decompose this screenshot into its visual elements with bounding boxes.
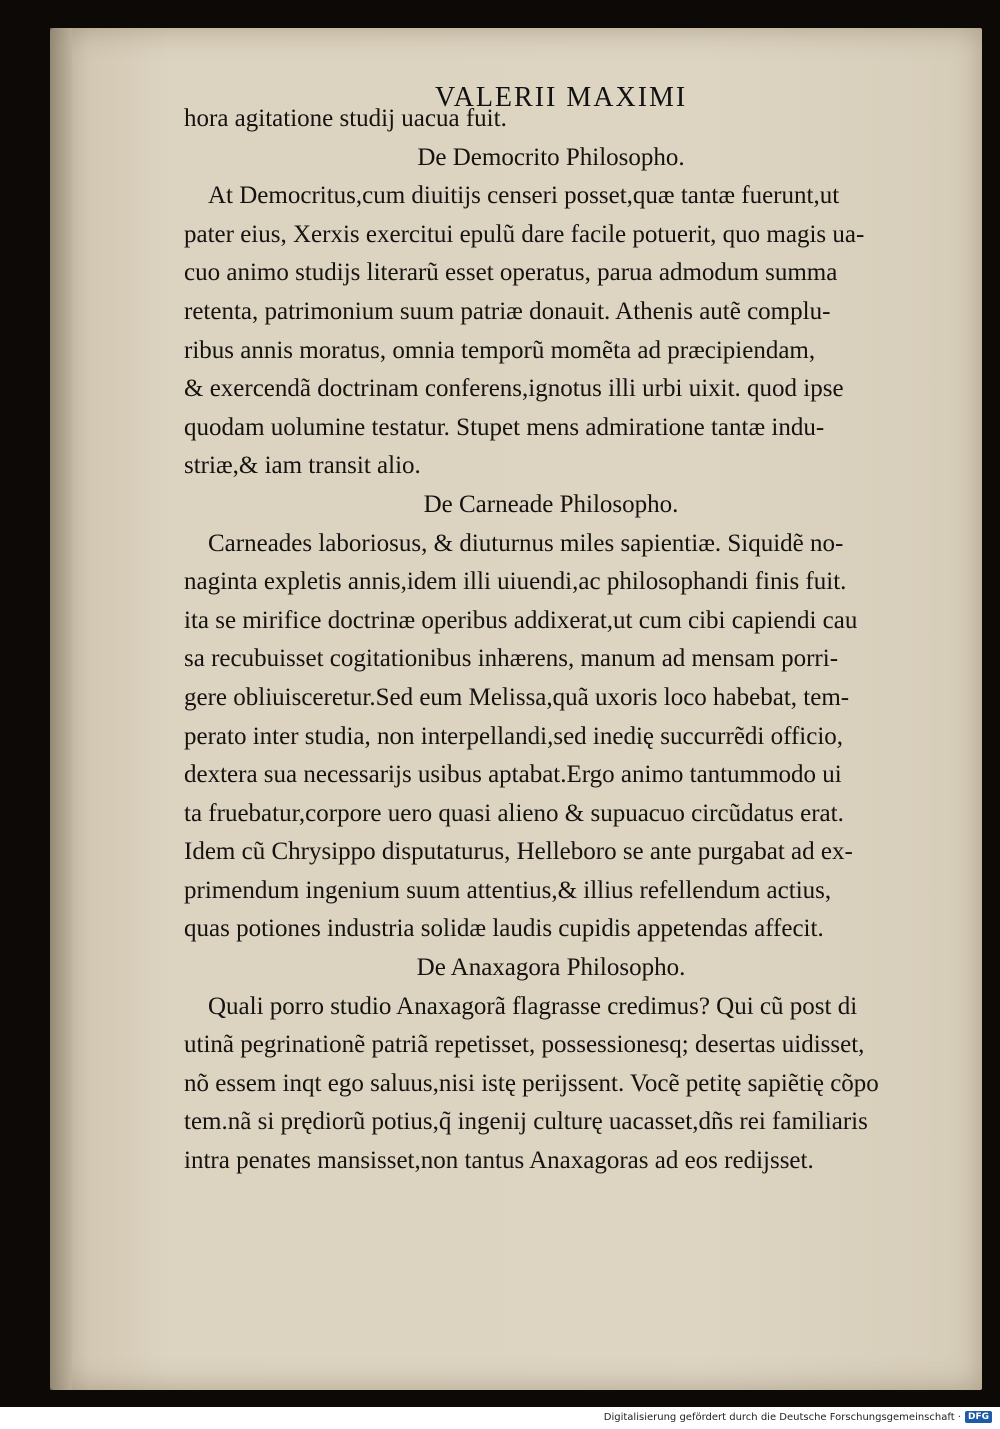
running-header: VALERII MAXIMI xyxy=(435,82,688,113)
text-line: nõ essem inqt ego saluus,nisi istę perijssent. Vocẽ petitę sapiẽtię cõpo xyxy=(184,1069,879,1097)
text-line: utinã pegrinationẽ patriã repetisset, possessionesq; desertas uidisset, xyxy=(184,1031,865,1059)
text-line: cuo animo studijs literarũ esset operatus, parua admodum summa xyxy=(184,259,838,287)
text-line: Quali porro studio Anaxagorã flagrasse credimus? Qui cũ post di xyxy=(208,992,858,1020)
text-line: retenta, patrimonium suum patriæ donauit. Athenis autẽ complu- xyxy=(184,297,831,325)
text-line: intra penates mansisset,non tantus Anaxagoras ad eos redijsset. xyxy=(184,1147,814,1175)
text-line: quas potiones industria solidæ laudis cupidis appetendas affecit. xyxy=(184,915,824,943)
text-line: tem.nã si prędiorũ potius,q̃ ingenij culturę uacasset,dñs rei familiaris xyxy=(184,1108,868,1136)
body-text xyxy=(184,100,898,1181)
text-line: quodam uolumine testatur. Stupet mens admiratione tantæ indu- xyxy=(184,413,825,441)
text-line: perato inter studia, non interpellandi,sed inedię succurrẽdi officio, xyxy=(184,722,844,750)
text-line: ta fruebatur,corpore uero quasi alieno & supuacuo circũdatus erat. xyxy=(184,799,844,827)
section-heading: De Anaxagora Philosopho. xyxy=(416,954,686,982)
text-line: dextera sua necessarijs usibus aptabat.Ergo animo tantummodo ui xyxy=(184,761,842,789)
text-line: ita se mirifice doctrinæ operibus addixerat,ut cum cibi capiendi cau xyxy=(184,606,858,634)
section-heading: De Carneade Philosopho. xyxy=(423,490,679,518)
text-line: primendum ingenium suum attentius,& illius refellendum actius, xyxy=(184,876,832,904)
text-line: gere obliuisceretur.Sed eum Melissa,quã uxoris loco habebat, tem- xyxy=(184,683,850,711)
text-line: naginta expletis annis,idem illi uiuendi,ac philosophandi finis fuit. xyxy=(184,568,847,596)
section-heading: De Democrito Philosopho. xyxy=(417,143,685,171)
text-line: ribus annis moratus, omnia temporũ momẽta ad præcipiendam, xyxy=(184,336,816,364)
text-line: At Democritus,cum diuitijs censeri posset,quæ tantæ fuerunt,ut xyxy=(208,182,840,210)
text-line: striæ,& iam transit alio. xyxy=(184,452,421,480)
dfg-logo: DFG xyxy=(965,1411,992,1423)
text-line: hora agitatione studij uacua fuit. xyxy=(184,105,507,132)
text-line: & exercendã doctrinam conferens,ignotus illi urbi uixit. quod ipse xyxy=(184,375,844,403)
text-line: Idem cũ Chrysippo disputaturus, Helleboro se ante purgabat ad ex- xyxy=(184,838,853,866)
text-line: pater eius, Xerxis exercitui epulũ dare facile potuerit, quo magis ua- xyxy=(184,220,865,248)
digitization-footer xyxy=(604,1408,992,1426)
text-line: sa recubuisset cogitationibus inhærens, manum ad mensam porri- xyxy=(184,645,839,673)
page-gutter-edge xyxy=(50,28,72,1390)
footer-credit: Digitalisierung gefördert durch die Deutsche Forschungsgemeinschaft · xyxy=(603,1411,961,1423)
text-line: Carneades laboriosus, & diuturnus miles sapientiæ. Siquidẽ no- xyxy=(208,529,844,557)
